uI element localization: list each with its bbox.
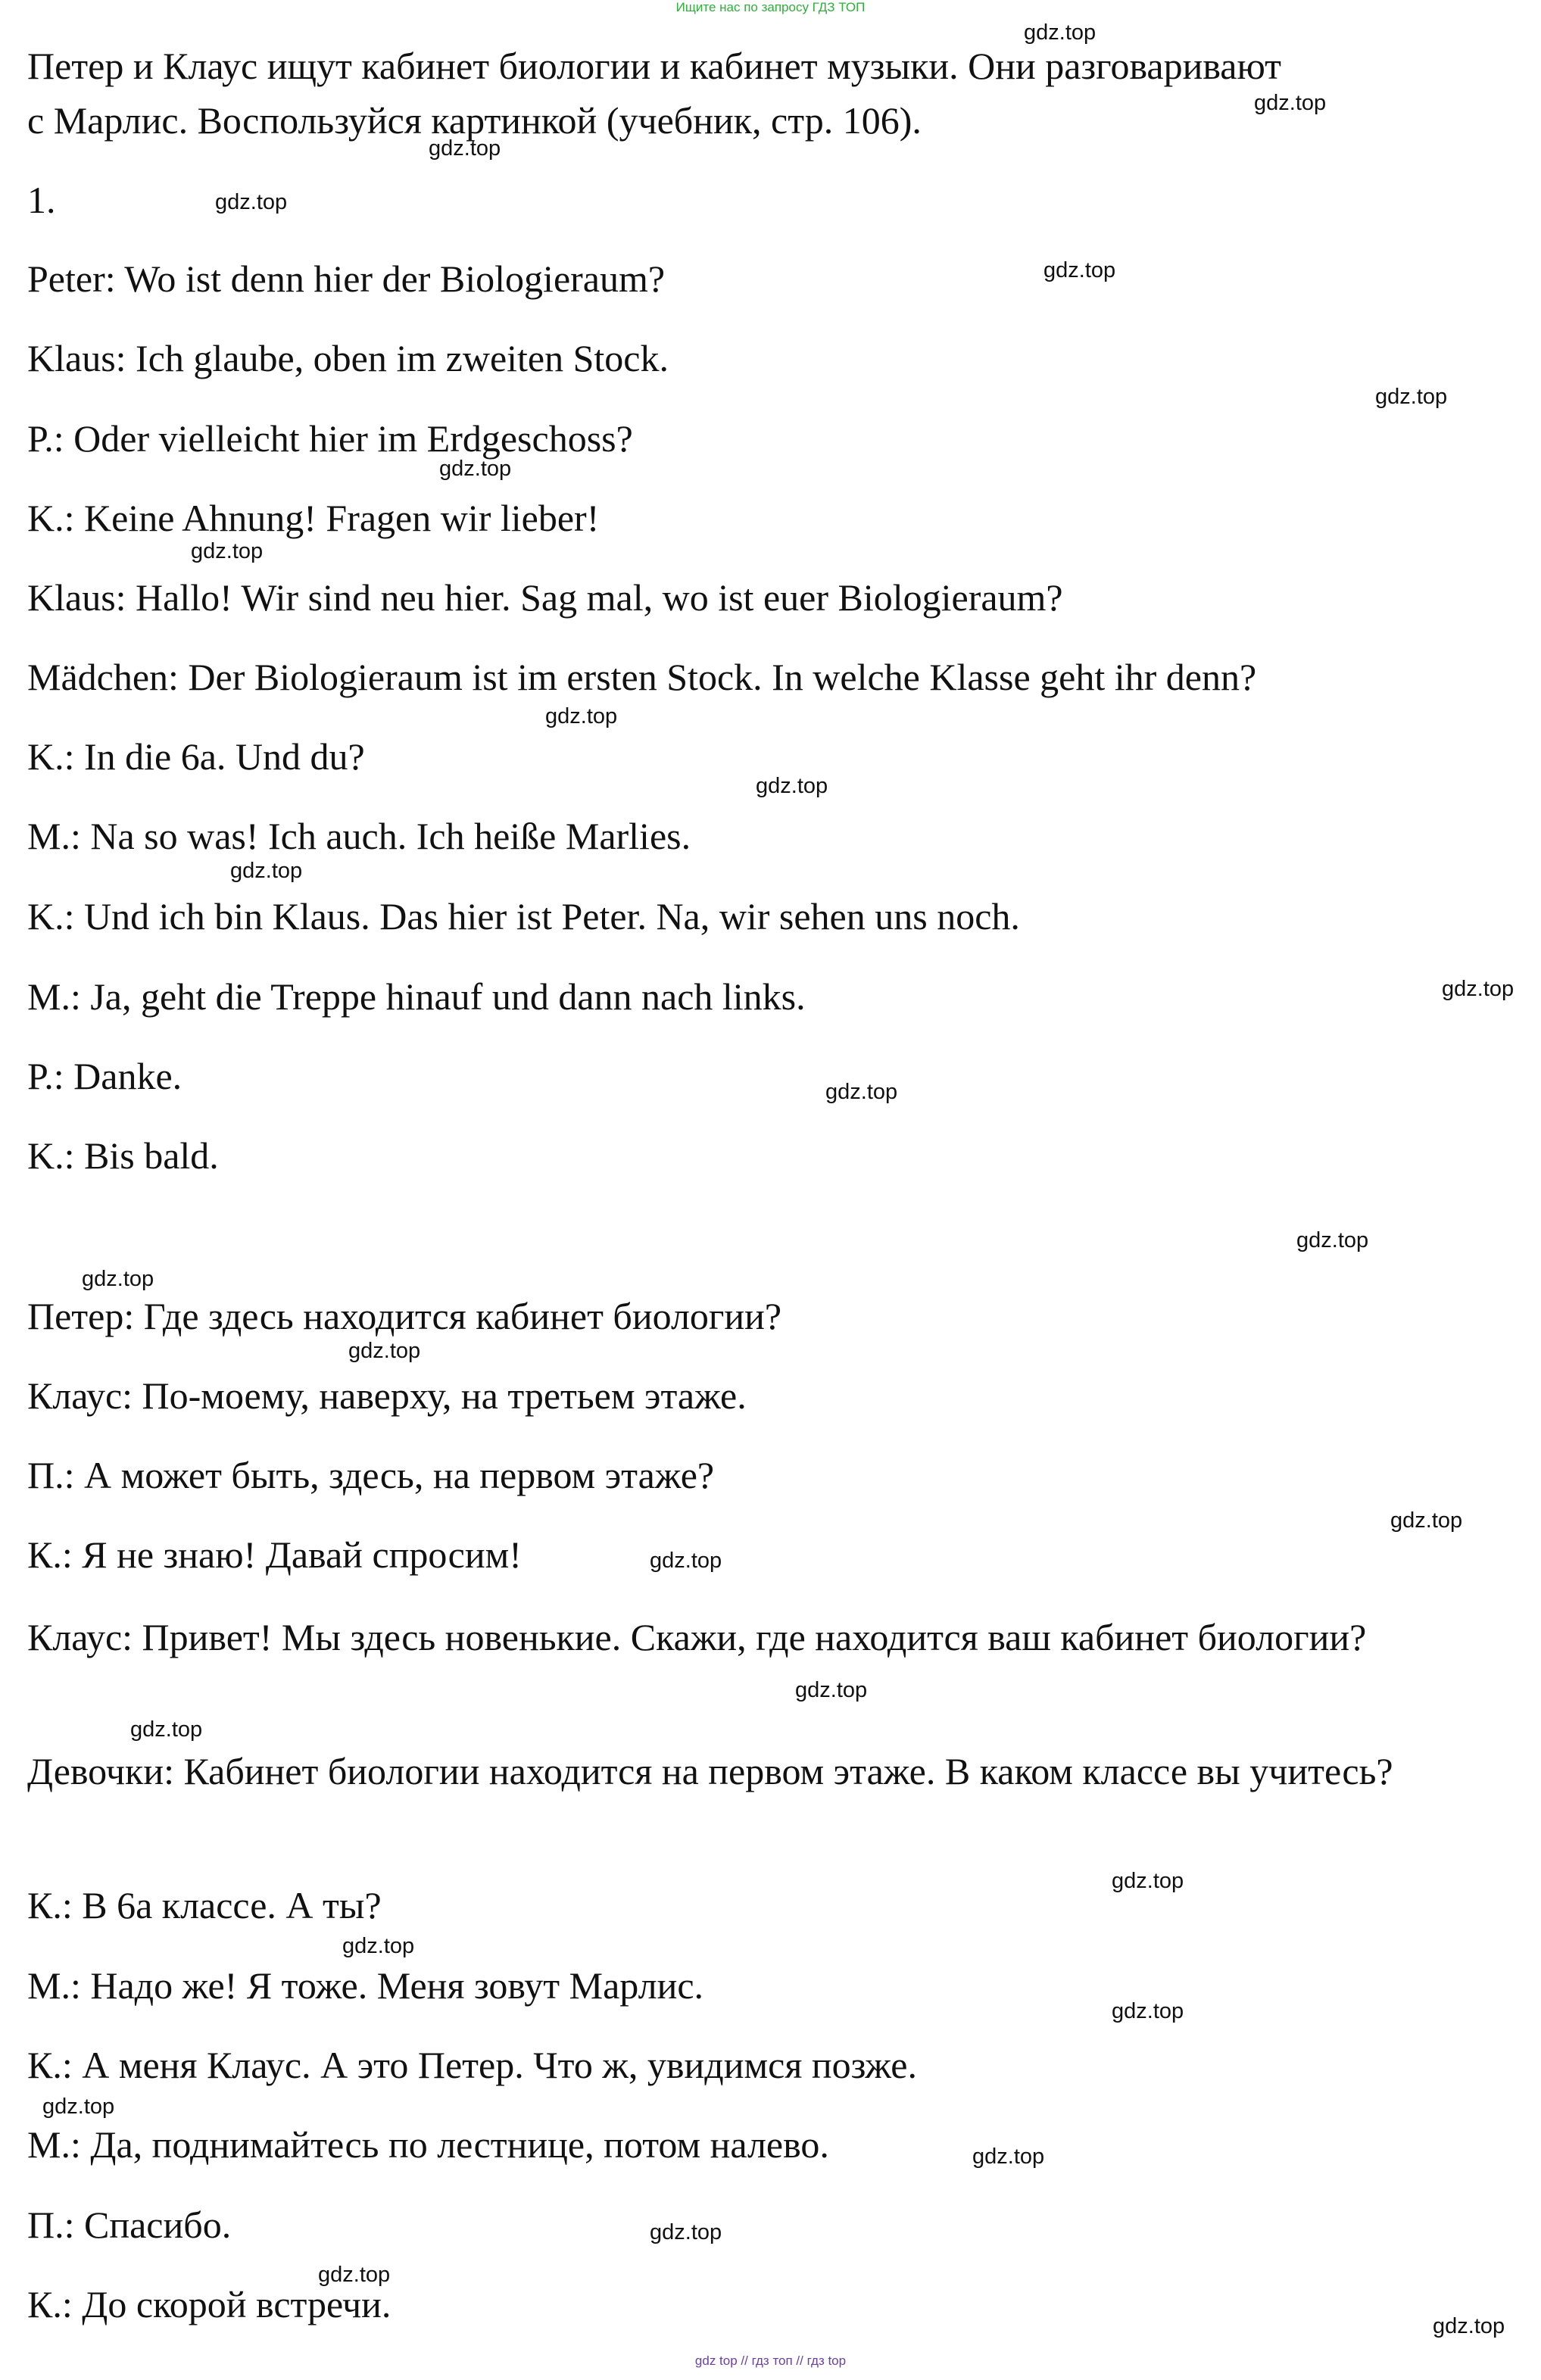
watermark-text: gdz.top	[318, 2263, 391, 2287]
russian-line: Петер: Где здесь находится кабинет биологии?	[27, 1295, 782, 1337]
german-line: Klaus: Hallo! Wir sind neu hier. Sag mal, wo ist euer Biologieraum?	[27, 576, 1063, 619]
watermark-text: gdz.top	[1390, 1508, 1463, 1533]
russian-line: Клаус: Привет! Мы здесь новенькие. Скажи, где находится ваш кабинет биологии?	[27, 1616, 1367, 1658]
watermark-text: gdz.top	[1296, 1228, 1369, 1252]
watermark-text: gdz.top	[230, 859, 303, 883]
watermark-text: gdz.top	[348, 1339, 421, 1363]
watermark-text: gdz.top	[191, 539, 264, 563]
russian-line: К.: До скорой встречи.	[27, 2283, 391, 2325]
footer-links: gdz top // гдз топ // гдз top	[694, 2353, 847, 2368]
top-search-note: Ищите нас по запросу ГДЗ ТОП	[675, 0, 866, 14]
russian-line: К.: Я не знаю! Давай спросим!	[27, 1533, 522, 1576]
exercise-number: 1.	[27, 179, 56, 221]
german-line: P.: Danke.	[27, 1055, 182, 1097]
german-line: M.: Ja, geht die Treppe hinauf und dann nach links.	[27, 975, 806, 1018]
russian-line: Клаус: По-моему, наверху, на третьем этаже.	[27, 1374, 747, 1417]
watermark-text: gdz.top	[972, 2144, 1045, 2169]
task-text-line-2: с Марлис. Воспользуйся картинкой (учебник, стр. 106).	[27, 99, 922, 142]
russian-line: К.: А меня Клаус. А это Петер. Что ж, увидимся позже.	[27, 2044, 917, 2086]
watermark-text: gdz.top	[82, 1267, 154, 1291]
watermark-text: gdz.top	[215, 190, 288, 214]
german-line: M.: Na so was! Ich auch. Ich heiße Marlies.	[27, 815, 691, 857]
watermark-text: gdz.top	[1043, 258, 1116, 282]
german-line: K.: Keine Ahnung! Fragen wir lieber!	[27, 497, 600, 539]
watermark-text: gdz.top	[130, 1717, 203, 1742]
russian-line: Девочки: Кабинет биологии находится на первом этаже. В каком классе вы учитесь?	[27, 1750, 1393, 1792]
german-line: K.: Bis bald.	[27, 1134, 219, 1177]
watermark-text: gdz.top	[429, 136, 501, 161]
russian-line: П.: Спасибо.	[27, 2204, 232, 2246]
watermark-text: gdz.top	[1442, 977, 1514, 1001]
german-line: K.: In die 6a. Und du?	[27, 735, 365, 778]
german-line: K.: Und ich bin Klaus. Das hier ist Peter. Na, wir sehen uns noch.	[27, 895, 1020, 937]
watermark-text: gdz.top	[1254, 91, 1327, 115]
watermark-text: gdz.top	[342, 1934, 415, 1958]
watermark-text: gdz.top	[650, 2220, 722, 2244]
watermark-text: gdz.top	[825, 1080, 898, 1104]
german-line: Mädchen: Der Biologieraum ist im ersten Stock. In welche Klasse geht ihr denn?	[27, 656, 1257, 698]
watermark-text: gdz.top	[545, 704, 618, 728]
german-line: Peter: Wo ist denn hier der Biologieraum?	[27, 257, 666, 300]
watermark-text: gdz.top	[1024, 20, 1096, 45]
russian-line: К.: В 6а классе. А ты?	[27, 1884, 382, 1926]
watermark-text: gdz.top	[42, 2095, 115, 2119]
watermark-text: gdz.top	[1112, 1869, 1184, 1893]
german-line: P.: Oder vielleicht hier im Erdgeschoss?	[27, 417, 633, 460]
watermark-text: gdz.top	[439, 457, 512, 481]
watermark-text: gdz.top	[650, 1549, 722, 1573]
russian-line: П.: А может быть, здесь, на первом этаже?	[27, 1454, 715, 1496]
german-line: Klaus: Ich glaube, oben im zweiten Stock.	[27, 337, 669, 379]
watermark-text: gdz.top	[1112, 1999, 1184, 2023]
watermark-text: gdz.top	[1433, 2314, 1505, 2338]
russian-line: М.: Надо же! Я тоже. Меня зовут Марлис.	[27, 1964, 704, 2007]
task-text-line-1: Петер и Клаус ищут кабинет биологии и кабинет музыки. Они разговаривают	[27, 45, 1282, 87]
watermark-text: gdz.top	[795, 1678, 868, 1702]
watermark-text: gdz.top	[756, 774, 828, 798]
watermark-text: gdz.top	[1375, 385, 1448, 409]
russian-line: М.: Да, поднимайтесь по лестнице, потом налево.	[27, 2123, 829, 2166]
